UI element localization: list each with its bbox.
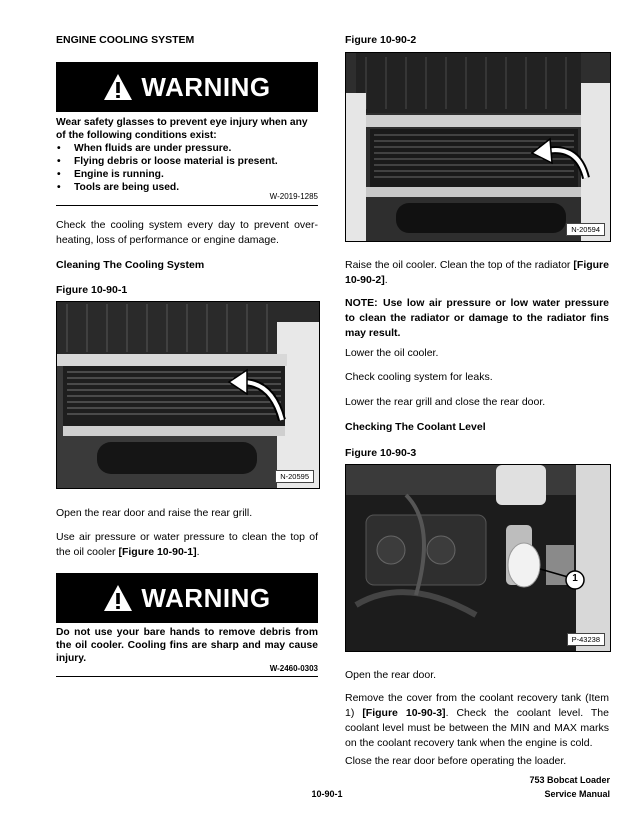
figure-label: Figure 10-90-1: [56, 284, 128, 296]
paragraph-text: Use air pressure or water pressure to clean the top of the oil cooler: [56, 531, 318, 558]
paragraph-remove-cover: [345, 691, 609, 751]
callout-number: 1: [572, 573, 578, 584]
section-title: ENGINE COOLING SYSTEM: [56, 34, 195, 46]
warning-conditions-list: [56, 142, 318, 194]
paragraph-check: Check the cooling system every day to prevent over-heating, loss of performance or engine damage.: [56, 219, 318, 246]
warning-banner-2: [56, 573, 318, 623]
figure-photo-radiator: [345, 52, 611, 242]
subheading-coolant: Checking The Coolant Level: [345, 421, 486, 433]
note-text: Use low air pressure or low water pressure to clean the radiator or damage to the radiator fins may result.: [345, 297, 609, 339]
figure-label: Figure 10-90-3: [345, 447, 417, 459]
subheading-cleaning: Cleaning The Cooling System: [56, 259, 205, 271]
paragraph-close-door: Close the rear door before operating the loader.: [345, 755, 567, 767]
list-item: • Flying debris or loose material is present.: [56, 155, 318, 168]
paragraph-text: .: [196, 546, 200, 558]
divider: [56, 676, 318, 677]
paragraph-check-leaks: Check cooling system for leaks.: [345, 371, 493, 383]
warning-intro: Wear safety glasses to prevent eye injury when any of the following conditions exist:: [56, 117, 308, 141]
paragraph-open-rear-door: Open the rear door.: [345, 669, 437, 681]
list-item: • Engine is running.: [56, 168, 318, 181]
figure-photo-coolant-tank: [345, 464, 611, 652]
warning-code: W-2460-0303: [269, 664, 318, 673]
warning-triangle-icon: [103, 584, 133, 612]
paragraph-air-pressure: [56, 530, 318, 560]
warning-label: WARNING: [141, 71, 271, 102]
paragraph-text: Raise the oil cooler. Clean the top of the radiator: [345, 259, 574, 271]
list-item: • Tools are being used.: [56, 181, 318, 194]
figure-code: P-43238: [567, 633, 605, 646]
footer-manual: Service Manual: [544, 789, 610, 799]
paragraph-lower-cooler: Lower the oil cooler.: [345, 347, 439, 359]
warning-text-2: Do not use your bare hands to remove debris from the oil cooler. Cooling fins are sharp and may cause injury.: [56, 627, 318, 664]
paragraph-raise-oil-cooler: [345, 258, 609, 288]
paragraph-text: .: [384, 274, 388, 286]
warning-banner: [56, 62, 318, 112]
paragraph-open-door: Open the rear door and raise the rear grill.: [56, 507, 253, 519]
figure-reference: [Figure 10-90-1]: [118, 546, 197, 558]
figure-photo-oil-cooler: [56, 301, 320, 489]
footer-product: 753 Bobcat Loader: [529, 775, 610, 785]
paragraph-text: Remove the cover from the coolant recovery tank (Item 1): [345, 692, 609, 719]
figure-code: N-20595: [275, 470, 314, 483]
figure-reference: [Figure 10-90-3]: [362, 707, 446, 719]
note-block: [345, 296, 609, 341]
figure-label: Figure 10-90-2: [345, 34, 417, 46]
figure-code: N-20594: [566, 223, 605, 236]
divider: [56, 205, 318, 206]
note-label: NOTE:: [345, 297, 378, 309]
figure-reference: [Figure 10-90-2]: [345, 259, 609, 286]
warning-label: WARNING: [141, 582, 271, 613]
list-item: • When fluids are under pressure.: [56, 142, 318, 155]
warning-triangle-icon: [103, 73, 133, 101]
warning-code: W-2019-1285: [269, 192, 318, 201]
paragraph-lower-grill: Lower the rear grill and close the rear door.: [345, 396, 546, 408]
warning-text-block: [56, 116, 318, 194]
page-number: 10-90-1: [311, 789, 343, 799]
paragraph-text: . Check the coolant level. The coolant level must be between the MIN and MAX marks on the coolant recovery tank when the engine is cold.: [345, 707, 609, 749]
